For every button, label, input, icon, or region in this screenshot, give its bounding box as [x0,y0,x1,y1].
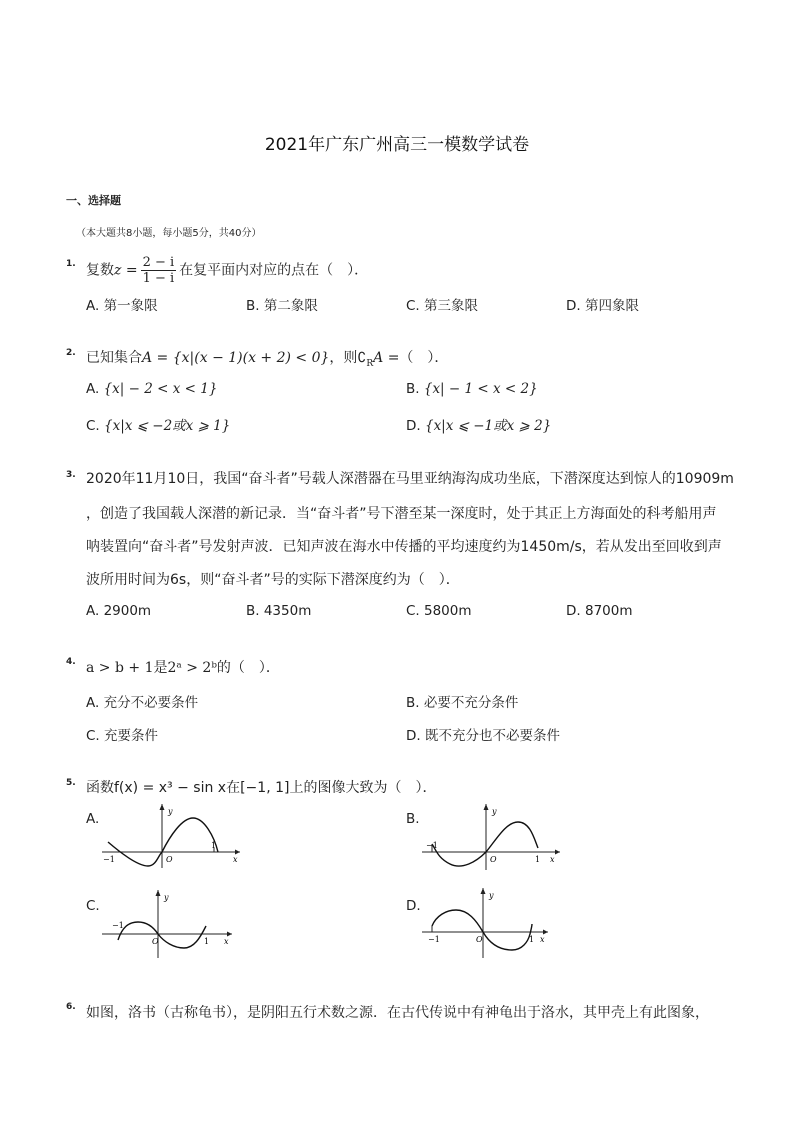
option-math: {x|x ⩽ −2或x ⩾ 1} [104,418,231,434]
graph-origin-label: O [152,937,159,946]
stem-line-2: ，创造了我国载人深潜的新记录．当“奋斗者”号下潜至某一深度时，处于其正上方海面处的科考船用声 [86,506,717,522]
complement-var: A [373,350,384,366]
option-letter: B. [406,381,420,397]
question-stem [86,347,448,369]
stem-line-1: 如图，洛书（古称龟书），是阴阳五行术数之源．在古代传说中有神龟出于洛水，其甲壳上有此图象， [86,1005,709,1021]
option-c [86,414,230,434]
option-b: B. 必要不充分条件 [406,695,519,711]
option-math: {x| − 2 < x < 1} [103,381,218,397]
complement-subscript: R [366,358,374,369]
stem-lhs: z = [114,262,138,279]
graph-y-label: y [168,807,173,816]
fraction-denominator: 1 − i [142,271,175,286]
option-b: B. 4350m [246,603,312,619]
stem-mid: ，则 [329,350,358,366]
option-letter: A. [86,381,100,397]
option-a: A. 充分不必要条件 [86,695,199,711]
graph-origin-label: O [490,855,497,864]
graph-neg1-label: −1 [103,855,115,864]
stem-line-3: 呐装置向“奋斗者”号发射声波．已知声波在海水中传播的平均速度约为1450m/s，若从发出至回收到声 [86,539,722,555]
question-number: 6. [66,1002,76,1012]
option-d: D. 第四象限 [566,298,639,314]
graph-x-label: x [540,935,545,944]
question-stem: a > b + 1是2ᵃ > 2ᵇ的（ ）． [86,660,280,676]
graph-neg1-label: −1 [112,921,124,930]
graph-option-a [100,800,245,872]
question-stem: 函数f(x) = x³ − sin x在[−1, 1]上的图像大致为（ ）． [86,780,437,796]
option-a [86,381,217,397]
graph-x-label: x [233,855,238,864]
stem-suffix: 在复平面内对应的点在（ ）． [179,262,369,279]
question-stem [86,255,368,286]
option-c: C. 充要条件 [86,728,159,744]
graph-option-c [100,888,240,960]
option-c: C. 第三象限 [406,298,479,314]
option-math: {x| − 1 < x < 2} [423,381,538,397]
option-d: D. [406,898,421,914]
graph-origin-label: O [476,935,483,944]
graph-option-b [420,800,565,872]
stem-line-1: 2020年11月10日，我国“奋斗者”号载人深潜器在马里亚纳海沟成功坐底，下潜深度达到惊人的10909m [86,471,734,487]
section-note: （本大题共8小题，每小题5分，共40分） [76,228,262,239]
question-number: 5. [66,778,76,788]
stem-prefix: 复数 [86,262,114,279]
graph-option-d [420,886,555,960]
option-b [406,381,538,397]
question-number: 2. [66,348,76,358]
graph-y-label: y [489,891,494,900]
option-b: B. 第二象限 [246,298,318,314]
option-c: C. [86,898,100,914]
page-title: 2021年广东广州高三一模数学试卷 [264,135,530,155]
graph-pos1-label: 1 [204,937,210,946]
graph-pos1-label: 1 [529,935,535,944]
option-math: {x|x ⩽ −1或x ⩾ 2} [424,418,552,434]
question-number: 4. [66,657,76,667]
option-letter: C. [86,418,100,434]
section-heading: 一、选择题 [66,194,121,207]
fraction [141,255,177,286]
option-d: D. 既不充分也不必要条件 [406,728,560,744]
graph-x-label: x [224,937,229,946]
option-c: C. 5800m [406,603,472,619]
complement-symbol: ∁ [357,350,367,366]
fraction-numerator: 2 − i [142,255,175,270]
option-b: B. [406,811,420,827]
option-d [406,414,551,434]
question-number: 3. [66,470,76,480]
question-number: 1. [66,259,76,269]
option-a: A. 2900m [86,603,152,619]
stem-prefix: 已知集合 [86,350,142,366]
graph-neg1-label: −1 [428,935,440,944]
option-a: A. 第一象限 [86,298,158,314]
option-a: A. [86,811,100,827]
graph-y-label: y [164,893,169,902]
option-d: D. 8700m [566,603,633,619]
graph-x-label: x [550,855,555,864]
graph-neg1-label: −1 [426,841,438,850]
graph-origin-label: O [166,855,173,864]
graph-y-label: y [492,807,497,816]
option-letter: D. [406,418,421,434]
stem-suffix: =（ ）． [383,350,449,366]
set-definition: A = {x|(x − 1)(x + 2) < 0} [142,350,330,366]
graph-pos1-label: 1 [535,855,541,864]
graph-pos1-label: 1 [211,841,217,850]
stem-line-4: 波所用时间为6s，则“奋斗者”号的实际下潜深度约为（ ）． [86,572,460,588]
